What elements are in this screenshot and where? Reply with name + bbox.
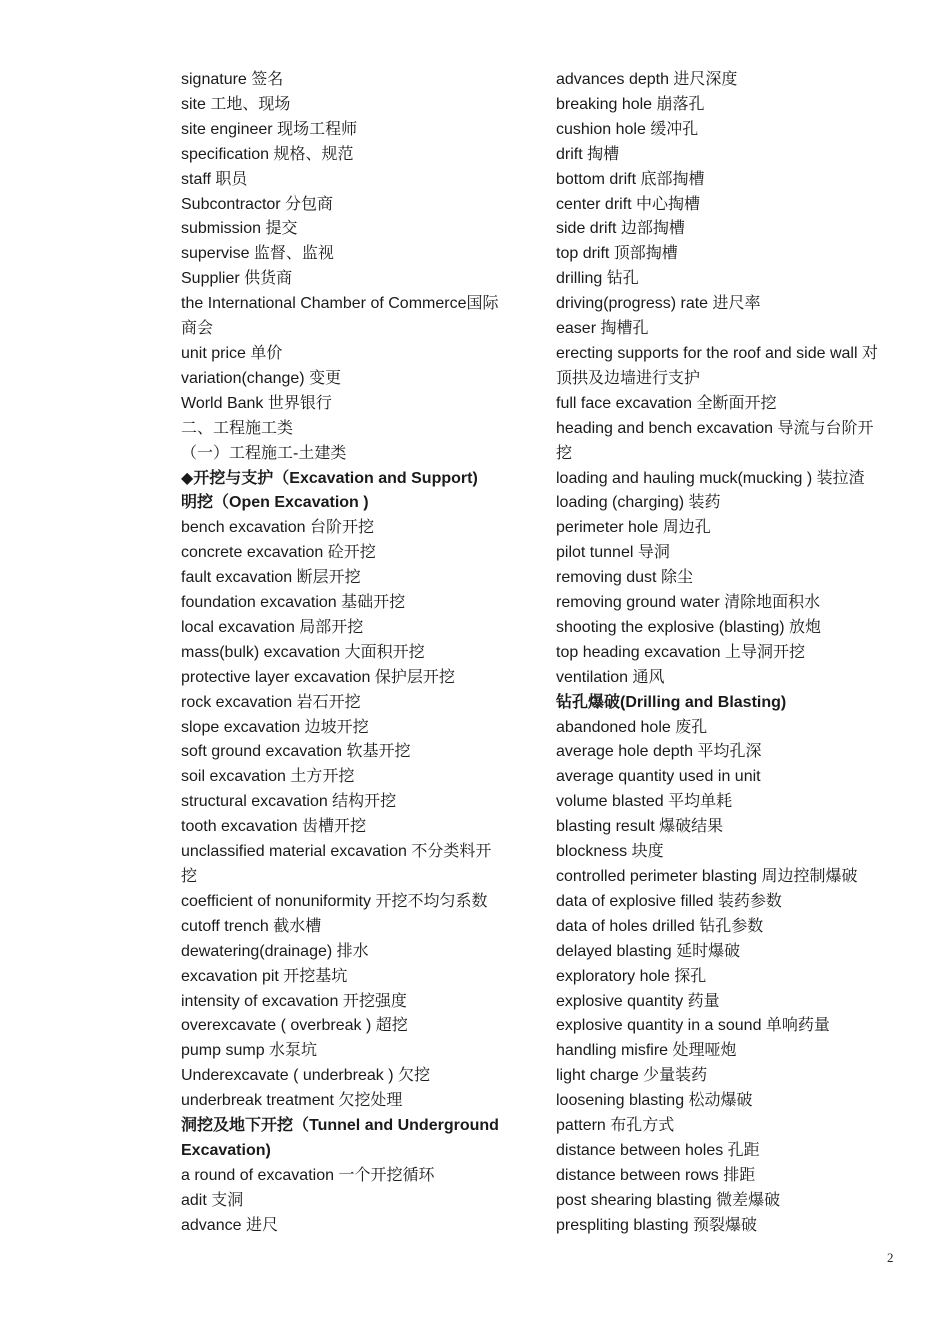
glossary-entry: site engineer 现场工程师 [181,120,358,138]
glossary-entry: cushion hole 缓冲孔 [556,120,699,138]
glossary-entry: light charge 少量装药 [556,1067,708,1085]
glossary-entry: signature 签名 [181,71,284,88]
glossary-entry: underbreak treatment 欠挖处理 [181,1092,403,1110]
glossary-entry: soil excavation 土方开挖 [181,768,355,786]
glossary-entry: breaking hole 崩落孔 [556,95,705,113]
glossary-entry: loading and hauling muck(mucking ) 装拉渣 [556,469,865,487]
glossary-entry: 挖 [556,444,573,462]
glossary-entry: 明挖（Open Excavation ) [181,494,369,512]
glossary-entry: loosening blasting 松动爆破 [556,1092,753,1110]
glossary-entry: abandoned hole 废孔 [556,718,708,736]
glossary-entry: 洞挖及地下开挖（Tunnel and Underground [181,1117,499,1135]
glossary-entry: overexcavate ( overbreak ) 超挖 [181,1017,408,1035]
glossary-entry: side drift 边部掏槽 [556,220,685,238]
glossary-entry: distance between rows 排距 [556,1166,756,1184]
glossary-entry: shooting the explosive (blasting) 放炮 [556,618,822,636]
glossary-entry: data of explosive filled 装药参数 [556,892,782,910]
glossary-entry: blockness 块度 [556,843,664,861]
glossary-entry: excavation pit 开挖基坑 [181,967,348,985]
glossary-entry: bottom drift 底部掏槽 [556,170,705,188]
glossary-entry: controlled perimeter blasting 周边控制爆破 [556,868,858,885]
glossary-entry: （一）工程施工-土建类 [181,444,347,462]
glossary-entry: specification 规格、规范 [181,145,354,163]
glossary-entry: bench excavation 台阶开挖 [181,519,374,537]
glossary-entry: top drift 顶部掏槽 [556,245,678,263]
glossary-entry: average hole depth 平均孔深 [556,743,762,761]
glossary-entry: structural excavation 结构开挖 [181,793,397,811]
glossary-entry: pattern 布孔方式 [556,1117,675,1135]
glossary-entry: unclassified material excavation 不分类料开 [181,843,492,861]
glossary-entry: top heading excavation 上导洞开挖 [556,643,806,661]
page-number: 2 [887,1250,894,1265]
glossary-entry: prespliting blasting 预裂爆破 [556,1216,757,1234]
glossary-entry: rock excavation 岩石开挖 [181,693,361,711]
glossary-entry: intensity of excavation 开挖强度 [181,992,407,1010]
glossary-entry: concrete excavation 砼开挖 [181,544,376,562]
glossary-entry: pump sump 水泵坑 [181,1042,318,1060]
glossary-entry: easer 掏槽孔 [556,320,649,338]
glossary-entry: slope excavation 边坡开挖 [181,718,369,736]
glossary-entry: unit price 单价 [181,344,283,362]
glossary-entry: driving(progress) rate 进尺率 [556,295,761,313]
glossary-entry: removing ground water 清除地面积水 [556,594,821,612]
glossary-entry: ◆开挖与支护（Excavation and Support) [181,469,478,487]
glossary-entry: cutoff trench 截水槽 [181,917,322,935]
glossary-entry: volume blasted 平均单耗 [556,793,733,811]
glossary-entry: advance 进尺 [181,1216,278,1234]
glossary-entry: advances depth 进尺深度 [556,71,738,88]
glossary-entry: fault excavation 断层开挖 [181,569,361,587]
glossary-entry: handling misfire 处理哑炮 [556,1042,737,1060]
glossary-entry: 二、工程施工类 [181,419,294,437]
glossary-entry: tooth excavation 齿槽开挖 [181,818,366,836]
glossary-entry: loading (charging) 装药 [556,494,721,512]
glossary-entry: World Bank 世界银行 [181,394,332,412]
glossary-entry: heading and bench excavation 导流与台阶开 [556,419,874,437]
glossary-entry: data of holes drilled 钻孔参数 [556,917,764,935]
glossary-entry: a round of excavation 一个开挖循环 [181,1166,435,1184]
glossary-entry: the International Chamber of Commerce国际 [181,295,499,313]
glossary-entry: soft ground excavation 软基开挖 [181,743,411,761]
glossary-entry: site 工地、现场 [181,95,291,113]
glossary-entry: 挖 [181,868,198,885]
glossary-entry: adit 支洞 [181,1191,244,1209]
glossary-entry: full face excavation 全断面开挖 [556,394,777,412]
glossary-entry: perimeter hole 周边孔 [556,519,711,537]
glossary-entry: drilling 钻孔 [556,270,639,288]
glossary-entry: Underexcavate ( underbreak ) 欠挖 [181,1067,431,1085]
glossary-entry: local excavation 局部开挖 [181,618,364,636]
glossary-entry: ventilation 通风 [556,668,665,686]
glossary-column-right [556,68,900,1239]
glossary-entry: 顶拱及边墙进行支护 [556,369,701,387]
glossary-entry: Supplier 供货商 [181,270,293,288]
glossary-entry: 钻孔爆破(Drilling and Blasting) [556,693,787,711]
glossary-entry: distance between holes 孔距 [556,1141,760,1159]
glossary-entry: explosive quantity in a sound 单响药量 [556,1017,830,1035]
glossary-entry: Subcontractor 分包商 [181,195,334,213]
glossary-entry: post shearing blasting 微差爆破 [556,1191,781,1209]
glossary-entry: supervise 监督、监视 [181,245,334,263]
glossary-entry: 商会 [181,320,214,338]
glossary-entry: exploratory hole 探孔 [556,967,707,985]
glossary-entry: explosive quantity 药量 [556,992,720,1010]
glossary-entry: removing dust 除尘 [556,569,693,587]
glossary-entry: staff 职员 [181,170,248,188]
glossary-entry: drift 掏槽 [556,145,620,163]
glossary-entry: variation(change) 变更 [181,369,342,387]
glossary-entry: blasting result 爆破结果 [556,818,724,836]
glossary-entry: coefficient of nonuniformity 开挖不均匀系数 [181,892,488,910]
glossary-entry: pilot tunnel 导洞 [556,544,670,562]
glossary-entry: dewatering(drainage) 排水 [181,942,369,960]
glossary-column-left [181,68,521,1239]
glossary-entry: submission 提交 [181,220,298,238]
glossary-entry: average quantity used in unit [556,768,761,786]
glossary-entry: erecting supports for the roof and side wall 对 [556,344,878,362]
glossary-entry: delayed blasting 延时爆破 [556,942,741,960]
glossary-entry: center drift 中心掏槽 [556,195,701,213]
glossary-entry: protective layer excavation 保护层开挖 [181,668,455,686]
glossary-entry: mass(bulk) excavation 大面积开挖 [181,643,425,661]
glossary-entry: foundation excavation 基础开挖 [181,594,406,612]
glossary-entry: Excavation) [181,1141,271,1159]
